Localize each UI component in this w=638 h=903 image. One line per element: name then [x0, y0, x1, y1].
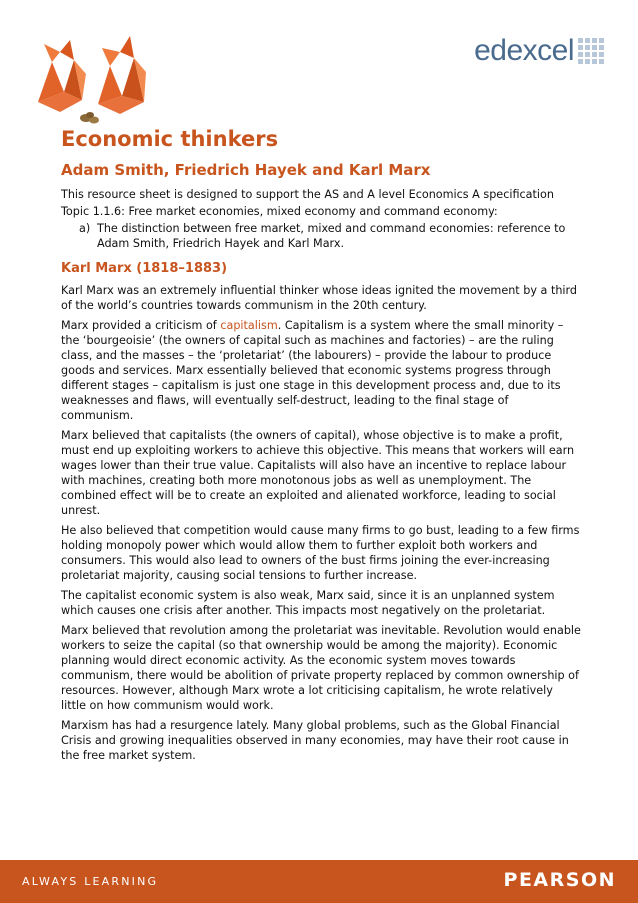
intro-line-2: Topic 1.1.6: Free market economies, mixed economy and command economy: [61, 205, 498, 219]
paragraph-2-start: Marx provided a criticism of [61, 318, 221, 332]
paragraph-4: He also believed that competition would cause many firms to go bust, leading to a few firms holding monopoly power which would allow them to further exploit both workers and consumers. This would also lead to owners of the bust firms joining the ever-increasing proletariat majority, causing social tensions to further increase. [61, 523, 580, 582]
page-subtitle: Adam Smith, Friedrich Hayek and Karl Marx [61, 161, 431, 180]
logo-text: edexcel [474, 34, 574, 67]
page-title: Economic thinkers [61, 127, 279, 151]
paragraph-5: The capitalist economic system is also weak, Marx said, since it is an unplanned system which causes one crisis after another. This impacts most negatively on the proletariat. [61, 588, 555, 617]
paragraph-7: Marxism has had a resurgence lately. Many global problems, such as the Global Financial Crisis and growing inequalities observed in many economies, may have their root cause in the free market system. [61, 718, 569, 762]
footer-tagline: ALWAYS LEARNING [22, 875, 159, 888]
paragraph-2-rest: . Capitalism is a system where the small minority – the ‘bourgeoisie’ (the owners of capital such as machines and factories) – are the ruling class, and the masses – the ‘proletariat’ (the labourers) – provide the labour to produce goods and services. Marx essentially believed that economic systems progress through different stages – capitalism is just one stage in this development process and, due to its weaknesses and flaws, will eventually self-destruct, leading to the final stage of communism. [61, 318, 564, 422]
edexcel-dot-grid-icon [578, 38, 604, 64]
origami-squirrels-illustration [30, 22, 150, 132]
paragraph-1: Karl Marx was an extremely influential thinker whose ideas ignited the movement by a third of the world’s countries towards communism in the 20th century. [61, 283, 578, 312]
edexcel-logo [474, 36, 604, 66]
footer-bar [0, 860, 638, 903]
section-heading: Karl Marx (1818–1883) [61, 261, 228, 277]
paragraph-6: Marx believed that revolution among the proletariat was inevitable. Revolution would enable workers to seize the capital (so that ownership would be among the majority). Economic planning would direct economic activity. As the economic system moves towards communism, there would be abolition of private property replaced by common ownership of resources. However, although Marx wrote a lot criticising capitalism, he wrote relatively little on how communism would work. [61, 623, 581, 712]
list-text: The distinction between free market, mixed and command economies: reference to Adam Smith, Friedrich Hayek and Karl Marx. [97, 222, 566, 251]
pearson-logo: PEARSON [503, 869, 616, 891]
list-marker: a) [79, 222, 91, 236]
intro-line-1: This resource sheet is designed to support the AS and A level Economics A specification [61, 188, 554, 202]
capitalism-link[interactable]: capitalism [220, 318, 278, 332]
paragraph-3: Marx believed that capitalists (the owners of capital), whose objective is to make a profit, must end up exploiting workers to achieve this objective. This means that workers will earn wages lower than their true value. Capitalists will also have an incentive to replace labour with machines, creating both more monotonous jobs as well as unemployment. The combined effect will be to create an exploited and alienated workforce, leading to social unrest. [61, 428, 575, 517]
list-item [79, 221, 581, 251]
document-body [61, 126, 581, 768]
paragraph-2 [61, 318, 581, 423]
